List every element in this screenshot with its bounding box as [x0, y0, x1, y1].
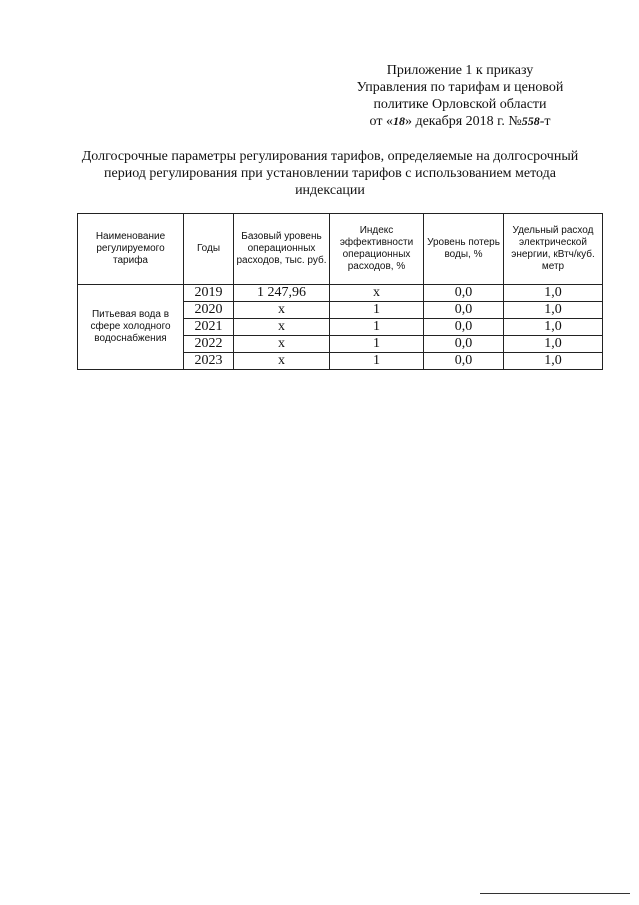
- energy-cell: 1,0: [504, 336, 603, 353]
- base-level-cell: х: [234, 319, 330, 336]
- title-line-2: период регулирования при установлении тарифов с использованием метода: [104, 166, 556, 181]
- header-years: Годы: [184, 214, 234, 285]
- year-cell: 2020: [184, 302, 234, 319]
- footer-scan-line: [480, 893, 630, 894]
- water-loss-cell: 0,0: [424, 336, 504, 353]
- parameters-table: [77, 213, 603, 370]
- base-level-cell: х: [234, 302, 330, 319]
- date-middle: » декабря 2018 г. №: [404, 114, 522, 129]
- header-energy-consumption: Удельный расход электрической энергии, кВтч/куб. метр: [504, 214, 603, 285]
- efficiency-cell: 1: [330, 319, 424, 336]
- header-water-loss: Уровень потерь воды, %: [424, 214, 504, 285]
- water-loss-cell: 0,0: [424, 319, 504, 336]
- table-row: [78, 285, 603, 302]
- tariff-name-cell: Питьевая вода в сфере холодного водоснабжения: [78, 285, 184, 370]
- efficiency-cell: 1: [330, 302, 424, 319]
- efficiency-cell: 1: [330, 336, 424, 353]
- year-cell: 2023: [184, 353, 234, 370]
- title-line-3: индексации: [295, 183, 365, 198]
- base-level-cell: х: [234, 353, 330, 370]
- year-cell: 2021: [184, 319, 234, 336]
- handwritten-order-number: 558: [521, 114, 540, 128]
- energy-cell: 1,0: [504, 285, 603, 302]
- handwritten-day: 18: [392, 114, 405, 128]
- appendix-line-1: Приложение 1 к приказу: [386, 63, 534, 78]
- water-loss-cell: 0,0: [424, 302, 504, 319]
- efficiency-cell: 1: [330, 353, 424, 370]
- appendix-line-2: Управления по тарифам и ценовой: [356, 80, 564, 95]
- base-level-cell: х: [234, 336, 330, 353]
- table-header-row: [78, 214, 603, 285]
- document-title: [60, 148, 600, 199]
- order-suffix: -т: [539, 114, 551, 129]
- energy-cell: 1,0: [504, 302, 603, 319]
- appendix-line-3: политике Орловской области: [373, 97, 547, 112]
- energy-cell: 1,0: [504, 353, 603, 370]
- header-tariff-name: Наименование регулируемого тарифа: [78, 214, 184, 285]
- year-cell: 2022: [184, 336, 234, 353]
- energy-cell: 1,0: [504, 319, 603, 336]
- year-cell: 2019: [184, 285, 234, 302]
- water-loss-cell: 0,0: [424, 353, 504, 370]
- efficiency-cell: х: [330, 285, 424, 302]
- header-base-level: Базовый уровень операционных расходов, тыс. руб.: [234, 214, 330, 285]
- title-line-1: Долгосрочные параметры регулирования тарифов, определяемые на долгосрочный: [81, 149, 579, 164]
- header-efficiency-index: Индекс эффективности операционных расходов, %: [330, 214, 424, 285]
- date-prefix: от «: [369, 114, 393, 129]
- water-loss-cell: 0,0: [424, 285, 504, 302]
- appendix-header: [340, 62, 580, 130]
- appendix-date-line: [340, 113, 580, 130]
- base-level-cell: 1 247,96: [234, 285, 330, 302]
